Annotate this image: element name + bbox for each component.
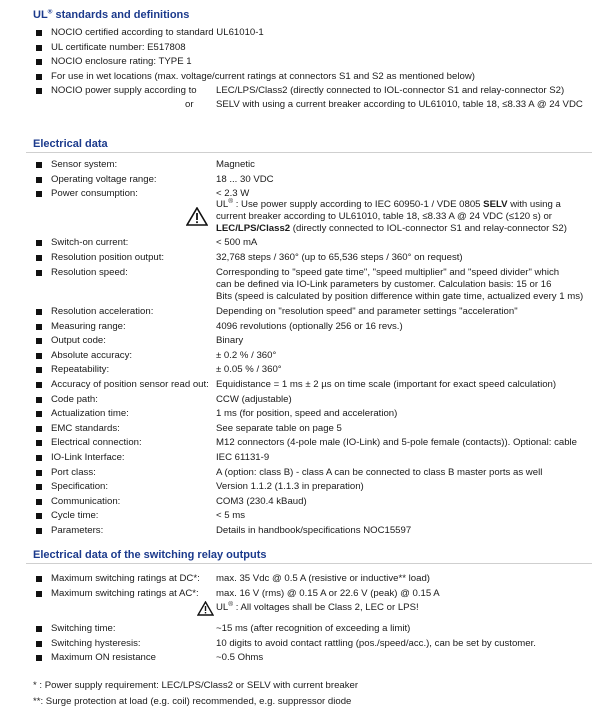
relay-ul-note: UL® : All voltages shall be Class 2, LEC or LPS! <box>216 600 419 613</box>
row-value: M12 connectors (4-pole male (IO-Link) and 5-pole female (contacts)). Optional: cable <box>216 437 577 449</box>
spec-row <box>33 158 592 172</box>
row-label: Code path: <box>51 393 98 405</box>
spec-row <box>33 524 592 538</box>
row-value: CCW (adjustable) <box>216 393 292 405</box>
ul-note-line: current breaker according to UL61010, table 18, ≤8.33 A @ 24 VDC (≤120 s) or <box>216 211 552 222</box>
row-label: Maximum ON resistance <box>51 652 157 663</box>
bullet <box>36 655 42 661</box>
spec-row <box>33 622 592 636</box>
row-value: < 5 ms <box>216 510 246 522</box>
bullet <box>36 255 42 261</box>
bullet <box>36 191 42 197</box>
relay-section-title: Electrical data of the switching relay outputs <box>33 549 267 561</box>
spec-row <box>33 587 592 601</box>
ul-item <box>33 55 592 69</box>
ul-note-text: : All voltages shall be Class 2, LEC or LPS! <box>233 602 419 613</box>
row-label: EMC standards: <box>51 422 120 434</box>
row-label: Cycle time: <box>51 510 99 522</box>
spec-row <box>33 480 592 494</box>
bullet <box>36 470 42 476</box>
row-value: 1 ms (for position, speed and acceleration) <box>216 408 398 420</box>
electrical-section-title: Electrical data <box>33 138 108 150</box>
spec-row <box>33 305 592 319</box>
value-line: can be defined via IO-Link parameters by customer. Calculation basis: 15 or 16 <box>216 279 552 290</box>
row-value: See separate table on page 5 <box>216 422 342 434</box>
row-label: NOCIO power supply according to <box>51 85 197 96</box>
bullet <box>36 528 42 534</box>
row-value: Depending on "resolution speed" and parameter settings "acceleration" <box>216 306 518 317</box>
bullet <box>36 177 42 183</box>
ul-note-text: : Use power supply according to IEC 60950-1 / VDE 0805 <box>233 199 484 210</box>
row-value: 18 ... 30 VDC <box>216 173 274 185</box>
row-label: Maximum switching ratings at DC*: <box>51 573 200 584</box>
bullet <box>36 484 42 490</box>
row-value: Magnetic <box>216 159 255 170</box>
ul-note-bold: SELV <box>483 199 508 210</box>
item-text: For use in wet locations (max. voltage/current ratings at connectors S1 and S2 as mentioned below) <box>51 70 475 82</box>
bullet <box>36 162 42 168</box>
row-value: < 2.3 W <box>216 188 250 199</box>
row-value: ~15 ms (after recognition of exceeding a limit) <box>216 623 411 634</box>
row-label: Accuracy of position sensor read out: <box>51 379 209 390</box>
bullet <box>36 309 42 315</box>
bullet <box>36 59 42 65</box>
row-label: Specification: <box>51 481 109 493</box>
spec-row <box>33 436 592 450</box>
spec-row <box>33 334 592 348</box>
bullet <box>36 397 42 403</box>
item-text: NOCIO certified according to standard UL61010-1 <box>51 27 264 38</box>
resolution-speed-row <box>33 266 592 308</box>
ul-item <box>33 41 592 55</box>
bullet <box>36 455 42 461</box>
row-value: max. 16 V (rms) @ 0.15 A or 22.6 V (peak) @ 0.15 A <box>216 587 440 599</box>
row-label: Port class: <box>51 466 96 478</box>
divider <box>26 563 592 564</box>
row-value: Details in handbook/specifications NOC15597 <box>216 525 412 536</box>
row-value: ± 0.05 % / 360° <box>216 364 282 376</box>
ul-mark: UL <box>216 602 229 613</box>
bullet <box>36 353 42 359</box>
bullet <box>36 88 42 94</box>
ul-section-title: UL® standards and definitions <box>33 8 190 21</box>
spec-row <box>33 407 592 421</box>
bullet <box>36 74 42 80</box>
row-label: Output code: <box>51 335 106 347</box>
row-label: Resolution speed: <box>51 267 128 278</box>
row-value: ± 0.2 % / 360° <box>216 349 277 361</box>
ul-note-text: with using a <box>507 199 561 210</box>
bullet <box>36 641 42 647</box>
row-label: Power consumption: <box>51 188 138 199</box>
warning-icon <box>186 207 208 229</box>
spec-row <box>33 320 592 334</box>
spec-row <box>33 466 592 480</box>
bullet <box>36 513 42 519</box>
spec-row <box>33 236 592 250</box>
row-value: LEC/LPS/Class2 (directly connected to IOL-connector S1 and relay-connector S2) <box>216 85 565 96</box>
spec-row <box>33 349 592 363</box>
bullet <box>36 499 42 505</box>
row-label: Resolution acceleration: <box>51 306 154 317</box>
bullet <box>36 30 42 36</box>
row-value: SELV with using a current breaker according to UL61010, table 18, ≤8.33 A @ 24 VDC <box>216 99 583 110</box>
spec-row <box>33 637 592 651</box>
bullet <box>36 626 42 632</box>
spec-row <box>33 451 592 465</box>
row-label: Switching time: <box>51 623 116 634</box>
bullet <box>36 270 42 276</box>
ul-note: UL® : Use power supply according to IEC 60950-1 / VDE 0805 SELV with using a current breaker according to UL61010, table 18, ≤8.33 A @ 24 VDC (≤120 s) or LEC/LPS/Class2 (directly connected to IOL-connector S1 and relay-connector S2) <box>216 197 567 234</box>
row-value: Binary <box>216 335 244 347</box>
row-value: Equidistance = 1 ms ± 2 µs on time scale (important for exact speed calculation) <box>216 379 557 390</box>
spec-row <box>33 378 592 392</box>
spec-row <box>33 651 592 665</box>
spec-row <box>33 509 592 523</box>
spec-row <box>33 173 592 187</box>
bullet <box>36 411 42 417</box>
row-label: Electrical connection: <box>51 437 142 449</box>
footnote: **: Surge protection at load (e.g. coil) recommended, e.g. suppressor diode <box>33 696 352 707</box>
ul-item <box>33 26 592 40</box>
bullet <box>36 426 42 432</box>
row-label: Absolute accuracy: <box>51 349 133 361</box>
row-label: Operating voltage range: <box>51 173 157 185</box>
bullet <box>36 367 42 373</box>
ul-note-text: (directly connected to IOL-connector S1 and relay-connector S2) <box>290 223 567 234</box>
row-label: Switch-on current: <box>51 237 129 248</box>
row-value: A (option: class B) - class A can be connected to class B master ports as well <box>216 466 543 478</box>
ul-note-bold: LEC/LPS/Class2 <box>216 223 291 234</box>
row-label: Repeatability: <box>51 364 110 376</box>
row-value <box>216 267 583 303</box>
spec-row <box>33 251 592 265</box>
item-text: NOCIO enclosure rating: TYPE 1 <box>51 56 192 67</box>
ul-item <box>33 70 592 84</box>
row-label: Measuring range: <box>51 320 126 332</box>
spec-row <box>33 422 592 436</box>
row-value: Version 1.1.2 (1.1.3 in preparation) <box>216 481 364 493</box>
row-value: COM3 (230.4 kBaud) <box>216 495 307 507</box>
spec-row <box>33 572 592 586</box>
row-label: Switching hysteresis: <box>51 637 141 649</box>
row-value: 4096 revolutions (optionally 256 or 16 revs.) <box>216 320 403 332</box>
bullet <box>36 440 42 446</box>
divider <box>26 152 592 153</box>
row-label: Maximum switching ratings at AC*: <box>51 587 199 599</box>
row-value: 32,768 steps / 360° (up to 65,536 steps / 360° on request) <box>216 252 463 263</box>
row-label: Sensor system: <box>51 159 118 170</box>
bullet <box>36 591 42 597</box>
value-line: Corresponding to "speed gate time", "speed multiplier" and "speed divider" which <box>216 267 560 278</box>
row-value: 10 digits to avoid contact rattling (pos./speed/acc.), can be set by customer. <box>216 637 536 649</box>
bullet <box>36 576 42 582</box>
bullet <box>36 382 42 388</box>
bullet <box>36 240 42 246</box>
ul-power-row <box>33 84 592 98</box>
row-label: Parameters: <box>51 525 104 536</box>
item-text: UL certificate number: E517808 <box>51 41 186 53</box>
bullet <box>36 338 42 344</box>
or-text: or <box>185 99 194 110</box>
row-label: Communication: <box>51 495 121 507</box>
bullet <box>36 45 42 51</box>
row-value: < 500 mA <box>216 237 258 248</box>
row-label: IO-Link Interface: <box>51 452 125 463</box>
footnote: * : Power supply requirement: LEC/LPS/Class2 or SELV with current breaker <box>33 680 359 691</box>
row-value: IEC 61131-9 <box>216 452 270 463</box>
spec-row <box>33 495 592 509</box>
value-line: Bits (speed is calculated by position difference within gate time, actualized every 1 ms) <box>216 291 584 302</box>
row-label: Actualization time: <box>51 408 129 420</box>
ul-power-row-2 <box>33 98 592 112</box>
warning-icon <box>197 601 214 619</box>
row-label: Resolution position output: <box>51 252 165 263</box>
spec-row <box>33 393 592 407</box>
spec-row <box>33 363 592 377</box>
ul-mark: UL <box>216 199 229 210</box>
bullet <box>36 324 42 330</box>
row-value: ~0.5 Ohms <box>216 652 264 663</box>
row-value: max. 35 Vdc @ 0.5 A (resistive or inductive** load) <box>216 573 430 584</box>
